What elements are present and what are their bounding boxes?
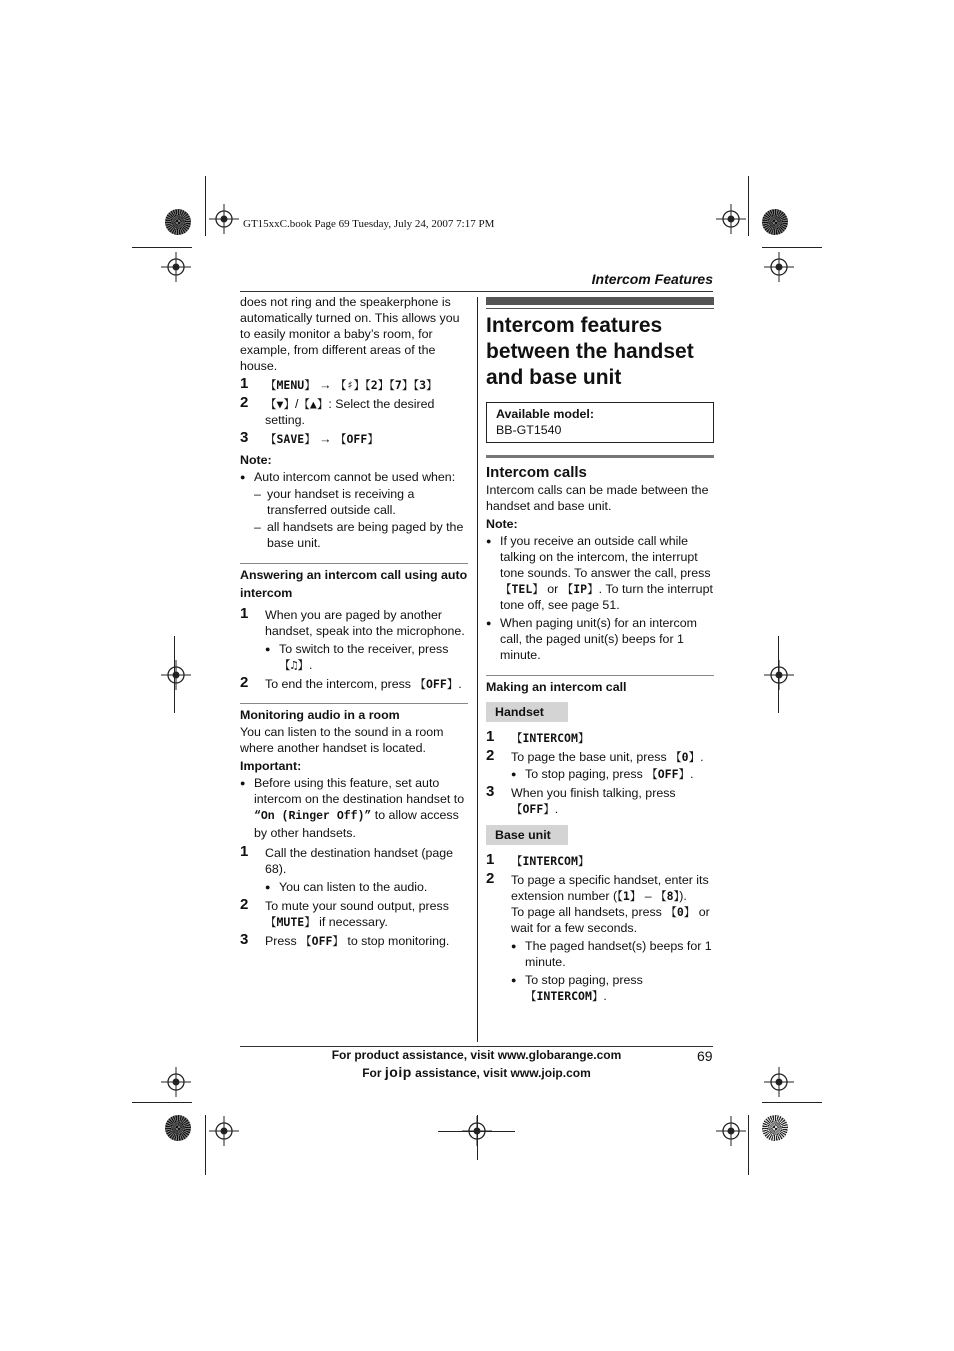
intercom-key: 【 INTERCOM 】: [511, 731, 589, 745]
menu-key: 【 MENU 】: [265, 378, 316, 392]
step-text: : Select the desired setting.: [265, 397, 435, 427]
zero-key: 【 0 】: [665, 905, 695, 919]
model-label: Available model:: [496, 407, 595, 421]
step-bullet: ● To stop paging, press 【 OFF 】 .: [511, 766, 714, 782]
monitor-step-1: [240, 845, 468, 895]
section-bar: [486, 455, 714, 458]
calls-intro: Intercom calls can be made between the handset and base unit.: [486, 483, 709, 513]
arrow: →: [319, 378, 332, 392]
step-bullet: ● You can listen to the audio.: [265, 879, 468, 895]
header-rule: [240, 291, 713, 292]
joip-logo: joip: [384, 1064, 412, 1080]
step-text: When you are paged by another handset, speak into the microphone.: [265, 608, 465, 638]
footer-rule: [240, 1046, 713, 1047]
up-key: 【 ▲ 】: [298, 397, 328, 411]
step-number: 2: [240, 674, 249, 691]
left-column: [240, 294, 468, 949]
digit-key: 【 8 】: [655, 889, 679, 903]
zero-key: 【 0 】: [670, 750, 700, 764]
step-number: 1: [240, 375, 249, 392]
digit-key: 【 3 】: [413, 378, 437, 392]
note-sub-item: – all handsets are being paged by the base unit.: [254, 520, 464, 550]
off-key: 【 OFF 】: [646, 767, 690, 781]
speaker-key: 【 ♫ 】: [279, 658, 309, 672]
handset-step-2: 2 To page the base unit, press 【 0 】 . ● To stop paging, press 【 OFF 】 .: [486, 749, 714, 782]
intro-paragraph: does not ring and the speakerphone is automatically turned on. This allows you to easily monitor a baby’s room, for example, from different areas of the house.: [240, 295, 460, 373]
step-number: 3: [240, 931, 249, 948]
registration-mark-icon: [209, 1116, 239, 1146]
note-bullet: ● If you receive an outside call while talking on the intercom, the interrupt tone sounds. To answer the call, press 【 TEL 】 or 【 IP 】 . To turn the interrupt tone off, see page 51.: [486, 533, 714, 613]
important-label: Important:: [240, 759, 302, 773]
title-bar: [486, 297, 714, 305]
registration-mark-icon: [161, 252, 191, 282]
footer-line-1: For product assistance, visit www.globarange.com: [331, 1048, 622, 1062]
monitor-step-3: 3 Press 【 OFF 】 to stop monitoring.: [240, 933, 468, 949]
mute-key: 【 MUTE 】: [265, 915, 316, 929]
handset-step-3: 3 When you finish talking, press 【 OFF 】 .: [486, 785, 714, 817]
base-unit-label: Base unit: [486, 825, 568, 845]
registration-mark-icon: [764, 252, 794, 282]
printer-slug: GT15xxC.book Page 69 Tuesday, July 24, 2007 7:17 PM: [243, 218, 495, 230]
running-head: Intercom Features: [591, 271, 713, 287]
registration-mark-icon: [161, 1067, 191, 1097]
color-rosette-icon: [165, 1115, 191, 1141]
important-bullet: ● Before using this feature, set auto intercom on the destination handset to “On (Ringer Off)” to allow access by other handsets.: [240, 775, 468, 841]
answer-step-2: 2 To end the intercom, press 【 OFF 】 .: [240, 676, 468, 692]
setting-step-3: [240, 431, 468, 447]
page-number: 69: [697, 1048, 713, 1064]
monitor-intro: You can listen to the sound in a room where another handset is located.: [240, 725, 444, 755]
base-step-2: 2 To page a specific handset, enter its extension number (【 1 】 – 【 8 】 ). To page all handsets, press 【 0 】 or wait for a few seconds. ● The paged handset(s) beeps for 1 minute. ● To stop paging, press 【 INTERCOM 】 .: [486, 872, 714, 1004]
note-sub-item: – your handset is receiving a transferred outside call.: [254, 487, 415, 517]
registration-mark-icon: [716, 204, 746, 234]
setting-value: “On (Ringer Off)”: [254, 810, 372, 823]
step-text: Call the destination handset (page 68).: [265, 846, 454, 876]
registration-mark-icon: [764, 1067, 794, 1097]
registration-mark-icon: [161, 660, 191, 690]
step-bullet: ● To switch to the receiver, press 【 ♫ 】 .: [265, 641, 468, 673]
step-bullet: ● To stop paging, press 【 INTERCOM 】 .: [511, 972, 714, 1004]
model-value: BB-GT1540: [496, 423, 562, 437]
setting-step-1: [240, 377, 468, 393]
answer-step-1: [240, 607, 468, 673]
down-key: 【 ▼ 】: [265, 397, 295, 411]
handset-step-1: [486, 730, 714, 746]
step-number: 1: [240, 843, 249, 860]
color-rosette-icon: [762, 1115, 788, 1141]
intercom-key: 【 INTERCOM 】: [525, 989, 603, 1003]
base-step-1: [486, 853, 714, 869]
footer-line-2: For joip assistance, visit www.joip.com: [362, 1064, 591, 1080]
step-number: 3: [486, 783, 495, 800]
answer-heading: Answering an intercom call using auto intercom: [240, 568, 468, 600]
column-divider: [477, 297, 478, 1042]
off-key: 【 OFF 】: [335, 432, 379, 446]
arrow: →: [319, 432, 332, 446]
note-label: Note:: [240, 453, 272, 467]
monitor-step-2: 2 To mute your sound output, press 【 MUTE 】 if necessary.: [240, 898, 468, 930]
intercom-calls-heading: Intercom calls: [486, 464, 587, 481]
registration-mark-icon: [716, 1116, 746, 1146]
step-text: To mute your sound output, press: [265, 899, 449, 913]
step-number: 1: [240, 605, 249, 622]
step-number: 1: [486, 728, 495, 745]
save-key: 【 SAVE 】: [265, 432, 316, 446]
step-number: 2: [486, 870, 495, 887]
page-title: Intercom features between the handset and base unit: [486, 314, 694, 389]
intercom-key: 【 INTERCOM 】: [511, 854, 589, 868]
separator: /: [294, 397, 299, 411]
sharp-key: 【 ♯ 】: [335, 378, 365, 392]
ip-key: 【 IP 】: [562, 582, 599, 596]
step-number: 2: [240, 394, 249, 411]
color-rosette-icon: [762, 209, 788, 235]
color-rosette-icon: [165, 209, 191, 235]
digit-key: 【 7 】: [389, 378, 413, 392]
step-number: 2: [240, 896, 249, 913]
off-key: 【 OFF 】: [414, 677, 458, 691]
handset-label: Handset: [486, 702, 568, 722]
step-bullet: ● The paged handset(s) beeps for 1 minute.: [511, 938, 714, 970]
step-text: To end the intercom, press: [265, 677, 412, 691]
off-key: 【 OFF 】: [511, 802, 555, 816]
note-bullet: ● When paging unit(s) for an intercom call, the paged unit(s) beeps for 1 minute.: [486, 615, 714, 663]
registration-mark-icon: [764, 660, 794, 690]
section-rule: [240, 563, 468, 564]
step-number: 1: [486, 851, 495, 868]
registration-mark-icon: [209, 204, 239, 234]
title-rule: [486, 308, 714, 309]
off-key: 【 OFF 】: [300, 934, 344, 948]
monitor-heading: Monitoring audio in a room: [240, 708, 400, 722]
note-bullet: ● Auto intercom cannot be used when:: [240, 469, 468, 485]
making-call-heading: Making an intercom call: [486, 680, 627, 694]
right-column: [486, 297, 714, 1005]
step-number: 3: [240, 429, 249, 446]
setting-step-2: [240, 396, 468, 428]
digit-key: 【 1 】: [617, 889, 641, 903]
model-box: [486, 402, 714, 443]
digit-key: 【 2 】: [365, 378, 389, 392]
note-label: Note:: [486, 517, 518, 531]
tel-key: 【 TEL 】: [500, 582, 544, 596]
section-rule: [486, 675, 714, 676]
section-rule: [240, 703, 468, 704]
step-number: 2: [486, 747, 495, 764]
